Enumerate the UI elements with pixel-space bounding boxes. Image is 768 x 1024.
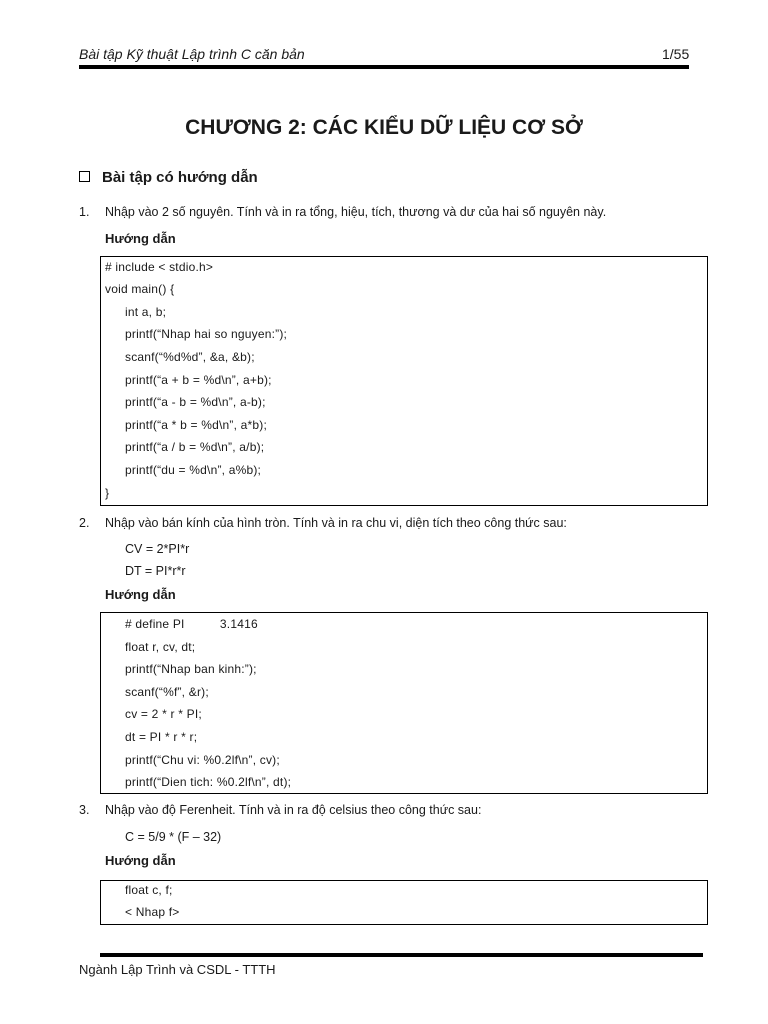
code-line: }: [105, 486, 110, 500]
guide-label: Hướng dẫn: [105, 587, 176, 602]
code-line: cv = 2 * r * PI;: [125, 707, 202, 721]
section-heading: [79, 169, 258, 186]
formula: C = 5/9 * (F – 32): [125, 830, 222, 844]
formula: CV = 2*PI*r: [125, 542, 190, 556]
code-block: [100, 880, 708, 925]
footer-text: Ngành Lập Trình và CSDL - TTTH: [79, 962, 276, 977]
code-line: float c, f;: [125, 883, 173, 897]
code-line: scanf(“%d%d”, &a, &b);: [125, 350, 255, 364]
chapter-title: CHƯƠNG 2: CÁC KIỂU DỮ LIỆU CƠ SỞ: [185, 116, 583, 139]
code-line: printf(“Nhap hai so nguyen:”);: [125, 327, 288, 341]
page-number: 1/55: [662, 46, 690, 62]
code-line: printf(“a / b = %d\n”, a/b);: [125, 440, 265, 454]
exercise-text: Nhập vào 2 số nguyên. Tính và in ra tổng, hiệu, tích, thương và dư của hai số nguyên này.: [105, 205, 607, 219]
code-block: [100, 256, 708, 506]
checkbox-bullet-icon: [79, 171, 90, 182]
exercise-text: Nhập vào bán kính của hình tròn. Tính và in ra chu vi, diện tích theo công thức sau:: [105, 516, 567, 530]
code-line: printf(“a - b = %d\n”, a-b);: [125, 395, 266, 409]
header-rule: [79, 65, 689, 69]
exercise-number: 2.: [79, 516, 90, 530]
exercise-number: 1.: [79, 205, 90, 219]
code-line: dt = PI * r * r;: [125, 730, 198, 744]
code-line: void main() {: [105, 282, 175, 296]
code-line: printf(“a * b = %d\n”, a*b);: [125, 418, 267, 432]
section-title: Bài tập có hướng dẫn: [102, 169, 258, 186]
code-line: < Nhap f>: [125, 905, 180, 919]
code-line: printf(“a + b = %d\n”, a+b);: [125, 373, 272, 387]
formula: DT = PI*r*r: [125, 564, 186, 578]
exercise-text: Nhập vào độ Ferenheit. Tính và in ra độ celsius theo công thức sau:: [105, 803, 482, 817]
code-line: scanf(“%f”, &r);: [125, 685, 209, 699]
code-line: int a, b;: [125, 305, 167, 319]
code-line: # define PI 3.1416: [125, 617, 258, 631]
footer-rule: [100, 953, 703, 957]
guide-label: Hướng dẫn: [105, 231, 176, 246]
guide-label: Hướng dẫn: [105, 853, 176, 868]
code-line: float r, cv, dt;: [125, 640, 196, 654]
code-line: # include < stdio.h>: [105, 260, 214, 274]
code-block: [100, 612, 708, 794]
code-line: printf(“du = %d\n”, a%b);: [125, 463, 262, 477]
exercise-number: 3.: [79, 803, 90, 817]
running-header-title: Bài tập Kỹ thuật Lập trình C căn bản: [79, 46, 305, 62]
code-line: printf(“Dien tich: %0.2lf\n”, dt);: [125, 775, 292, 789]
code-line: printf(“Chu vi: %0.2lf\n”, cv);: [125, 753, 280, 767]
code-line: printf(“Nhap ban kinh:”);: [125, 662, 257, 676]
